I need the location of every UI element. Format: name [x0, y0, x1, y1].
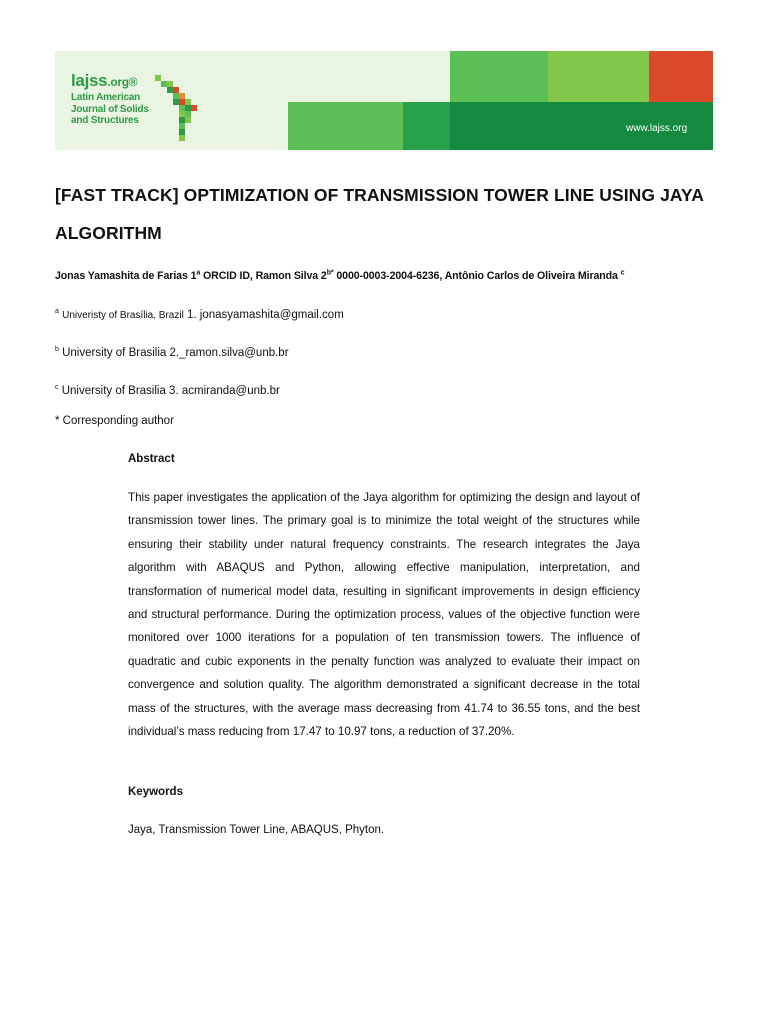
keywords-text: Jaya, Transmission Tower Line, ABAQUS, Phyton.	[128, 824, 385, 836]
banner-block	[288, 102, 403, 150]
banner-block	[403, 102, 450, 150]
affiliation-a: $^a$ Univeristy of Brasília, Brazil 1. jonasyamashita@gmail.com	[55, 308, 344, 321]
latin-america-map-icon	[149, 73, 205, 143]
journal-banner	[55, 51, 713, 150]
banner-block	[649, 51, 713, 102]
paper-title: [FAST TRACK] OPTIMIZATION OF TRANSMISSION TOWER LINE USING JAYA ALGORITHM	[55, 185, 704, 243]
keywords-heading: Keywords	[128, 786, 183, 798]
website-url[interactable]: www.lajss.org	[626, 123, 688, 134]
abstract-text: This paper investigates the application of the Jaya algorithm for optimizing the design and layout of transmission tower lines. The primary goal is to minimize the total weight of the structures while ensuring their stability under natural frequency constraints. The research integrates the Jaya algorithm with ABAQUS and Python, allowing effective manipulation, interpretation, and transformation of numerical model data, resulting in significant improvements in design efficiency and structural performance. During the optimization process, values of the objective function were monitored over 1000 iterations for a population of ten transmission towers. The influence of quadratic and cubic exponents in the penalty function was analyzed to evaluate their impact on convergence and solution quality. The algorithm demonstrated a significant decrease in the total mass of the structures, with the average mass decreasing from 41.74 to 36.55 tons, and the best individual’s mass reducing from 17.47 to 10.97 tons, a reduction of 37.20%.	[128, 491, 640, 739]
author-list: Jonas Yamashita de Farias 1$^a$ ORCID ID, Ramon Silva $2^{b*}$ 0000-0003-2004-6236, Antônio Carlos de Oliveira Miranda $^c$	[55, 269, 625, 282]
banner-block	[450, 51, 548, 102]
corresponding-author-note: * Corresponding author	[55, 415, 174, 427]
banner-block	[548, 51, 649, 102]
journal-logo	[71, 71, 211, 141]
logo-subtitle: Latin American Journal of Solids and Structures	[71, 92, 149, 126]
affiliation-b: $^b$ University of Brasilia 2._ramon.silva@unb.br	[55, 346, 289, 359]
affiliation-c: $^c$ University of Brasilia 3. acmiranda@unb.br	[55, 384, 280, 397]
abstract-heading: Abstract	[128, 453, 175, 465]
logo-wordmark: lajss.org®	[71, 71, 138, 90]
